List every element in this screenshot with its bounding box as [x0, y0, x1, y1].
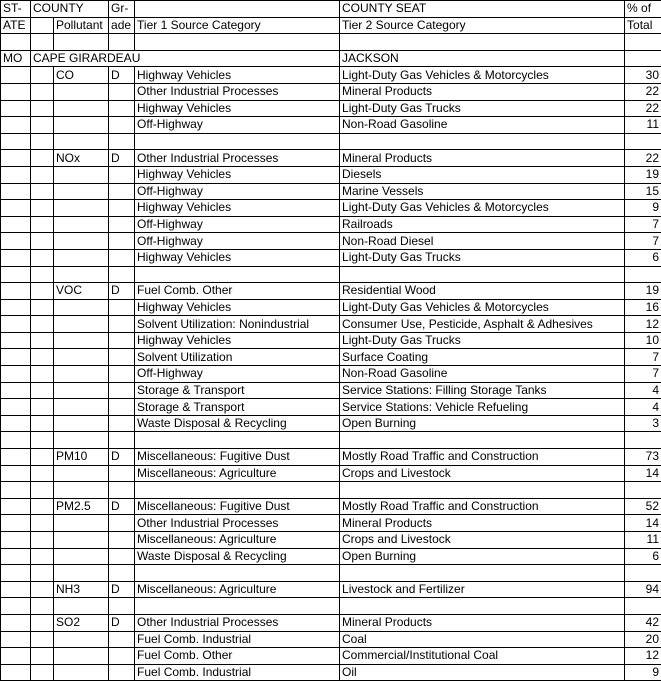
table-row — [1, 498, 661, 515]
tier1-cell: Miscellaneous: Fugitive Dust — [135, 498, 340, 515]
table-row — [1, 449, 661, 466]
pct-cell: 94 — [625, 581, 661, 598]
grade-empty-cell — [109, 316, 135, 333]
tier1-cell: Miscellaneous: Agriculture — [135, 532, 340, 549]
spacer-row — [1, 482, 661, 499]
table-row — [1, 216, 661, 233]
tier2-cell: Service Stations: Filling Storage Tanks — [340, 382, 625, 399]
table-row — [1, 100, 661, 117]
county-empty-cell — [31, 200, 54, 217]
grade-empty-cell — [109, 465, 135, 482]
state-empty-cell — [1, 183, 31, 200]
pollutant-cell: PM10 — [54, 449, 109, 466]
pollutant-cell: NOx — [54, 150, 109, 167]
grade-cell: D — [109, 449, 135, 466]
tier2-cell: Light-Duty Gas Trucks — [340, 100, 625, 117]
table-body — [1, 1, 661, 681]
tier1-cell: Off-Highway — [135, 183, 340, 200]
pct-cell: 15 — [625, 183, 661, 200]
table-row — [1, 316, 661, 333]
table-row — [1, 648, 661, 665]
grade-empty-cell — [109, 366, 135, 383]
tier1-cell: Waste Disposal & Recycling — [135, 415, 340, 432]
tier2-cell: Crops and Livestock — [340, 532, 625, 549]
pollutant-empty-cell — [54, 465, 109, 482]
county-empty-cell — [31, 299, 54, 316]
pct-cell: 73 — [625, 449, 661, 466]
tier1-cell: Highway Vehicles — [135, 332, 340, 349]
pct-cell: 42 — [625, 614, 661, 631]
tier2-cell: Light-Duty Gas Vehicles & Motorcycles — [340, 67, 625, 84]
county-empty-cell — [31, 399, 54, 416]
grade-empty-cell — [109, 532, 135, 549]
table-row — [1, 299, 661, 316]
grade-empty-cell — [109, 249, 135, 266]
header-pct-top: % of — [625, 1, 661, 18]
pollutant-empty-cell — [54, 249, 109, 266]
tier2-cell: Mineral Products — [340, 83, 625, 100]
pct-cell: 22 — [625, 83, 661, 100]
county-empty-cell — [31, 581, 54, 598]
pct-cell: 9 — [625, 200, 661, 217]
state-empty-cell — [1, 631, 31, 648]
tier1-cell: Fuel Comb. Industrial — [135, 631, 340, 648]
state-empty-cell — [1, 316, 31, 333]
pollutant-empty-cell — [54, 631, 109, 648]
header-county-seat: COUNTY SEAT — [340, 1, 625, 18]
pct-cell: 19 — [625, 283, 661, 300]
tier2-cell: Non-Road Gasoline — [340, 366, 625, 383]
table-row — [1, 150, 661, 167]
grade-empty-cell — [109, 631, 135, 648]
table-row — [1, 515, 661, 532]
grade-cell: D — [109, 150, 135, 167]
tier2-cell: Open Burning — [340, 548, 625, 565]
tier2-cell: Livestock and Fertilizer — [340, 581, 625, 598]
spacer-row — [1, 565, 661, 582]
tier2-cell: Diesels — [340, 166, 625, 183]
grade-empty-cell — [109, 200, 135, 217]
pollutant-empty-cell — [54, 200, 109, 217]
header-blank — [135, 1, 340, 18]
county-empty-cell — [31, 249, 54, 266]
tier1-cell: Miscellaneous: Fugitive Dust — [135, 449, 340, 466]
county-empty-cell — [31, 316, 54, 333]
grade-empty-cell — [109, 664, 135, 681]
grade-empty-cell — [109, 548, 135, 565]
county-empty-cell — [31, 366, 54, 383]
pct-cell: 9 — [625, 664, 661, 681]
pct-cell: 30 — [625, 67, 661, 84]
pct-cell: 4 — [625, 399, 661, 416]
pollutant-empty-cell — [54, 515, 109, 532]
county-empty-cell — [31, 117, 54, 134]
state-empty-cell — [1, 332, 31, 349]
tier2-cell: Mineral Products — [340, 150, 625, 167]
tier1-cell: Highway Vehicles — [135, 166, 340, 183]
state-empty-cell — [1, 581, 31, 598]
pollutant-empty-cell — [54, 548, 109, 565]
pct-cell: 10 — [625, 332, 661, 349]
table-row — [1, 631, 661, 648]
tier2-cell: Light-Duty Gas Vehicles & Motorcycles — [340, 299, 625, 316]
table-row — [1, 382, 661, 399]
table-row — [1, 581, 661, 598]
pollutant-empty-cell — [54, 332, 109, 349]
tier2-cell: Service Stations: Vehicle Refueling — [340, 399, 625, 416]
pollutant-empty-cell — [54, 664, 109, 681]
state-empty-cell — [1, 382, 31, 399]
spacer-row — [1, 34, 661, 51]
location-row — [1, 50, 661, 67]
tier1-cell: Miscellaneous: Agriculture — [135, 465, 340, 482]
state-empty-cell — [1, 283, 31, 300]
state-empty-cell — [1, 415, 31, 432]
spacer-row — [1, 598, 661, 615]
grade-empty-cell — [109, 332, 135, 349]
tier1-cell: Highway Vehicles — [135, 100, 340, 117]
pct-cell: 22 — [625, 100, 661, 117]
grade-empty-cell — [109, 117, 135, 134]
tier2-cell: Light-Duty Gas Trucks — [340, 249, 625, 266]
table-row — [1, 548, 661, 565]
table-row — [1, 366, 661, 383]
table-row — [1, 83, 661, 100]
pollutant-cell: PM2.5 — [54, 498, 109, 515]
tier2-cell: Light-Duty Gas Trucks — [340, 332, 625, 349]
pct-cell: 6 — [625, 249, 661, 266]
state-empty-cell — [1, 100, 31, 117]
state-empty-cell — [1, 83, 31, 100]
tier1-cell: Other Industrial Processes — [135, 83, 340, 100]
pct-cell: 19 — [625, 166, 661, 183]
grade-empty-cell — [109, 100, 135, 117]
grade-empty-cell — [109, 415, 135, 432]
header-tier1: Tier 1 Source Category — [135, 17, 340, 34]
tier2-cell: Crops and Livestock — [340, 465, 625, 482]
pct-cell: 7 — [625, 349, 661, 366]
tier2-cell: Oil — [340, 664, 625, 681]
pollutant-empty-cell — [54, 648, 109, 665]
state-empty-cell — [1, 548, 31, 565]
state-empty-cell — [1, 67, 31, 84]
table-row — [1, 415, 661, 432]
state-empty-cell — [1, 465, 31, 482]
county-empty-cell — [31, 465, 54, 482]
tier1-cell: Miscellaneous: Agriculture — [135, 581, 340, 598]
pct-cell: 12 — [625, 648, 661, 665]
pct-cell: 4 — [625, 382, 661, 399]
pollutant-empty-cell — [54, 299, 109, 316]
pct-cell: 20 — [625, 631, 661, 648]
tier2-cell: Residential Wood — [340, 283, 625, 300]
header-grade-bottom: ade — [109, 17, 135, 34]
pct-cell: 11 — [625, 117, 661, 134]
grade-empty-cell — [109, 183, 135, 200]
header-county: COUNTY — [31, 1, 109, 18]
tier1-cell: Fuel Comb. Industrial — [135, 664, 340, 681]
tier1-cell: Fuel Comb. Other — [135, 283, 340, 300]
grade-empty-cell — [109, 216, 135, 233]
table-row — [1, 249, 661, 266]
state-empty-cell — [1, 399, 31, 416]
county-empty-cell — [31, 150, 54, 167]
pollutant-empty-cell — [54, 415, 109, 432]
tier2-cell: Mostly Road Traffic and Construction — [340, 498, 625, 515]
county-empty-cell — [31, 548, 54, 565]
county-seat: JACKSON — [340, 50, 625, 67]
grade-cell: D — [109, 581, 135, 598]
header-state-bottom: ATE — [1, 17, 31, 34]
table-row — [1, 349, 661, 366]
pollutant-empty-cell — [54, 349, 109, 366]
tier1-cell: Waste Disposal & Recycling — [135, 548, 340, 565]
state-empty-cell — [1, 349, 31, 366]
pct-cell: 7 — [625, 233, 661, 250]
pollutant-cell: VOC — [54, 283, 109, 300]
grade-empty-cell — [109, 83, 135, 100]
tier1-cell: Highway Vehicles — [135, 67, 340, 84]
table-row — [1, 664, 661, 681]
table-row — [1, 200, 661, 217]
tier1-cell: Off-Highway — [135, 233, 340, 250]
pct-cell: 3 — [625, 415, 661, 432]
county-name: CAPE GIRARDEAU — [31, 50, 340, 67]
pollutant-empty-cell — [54, 382, 109, 399]
table-row — [1, 465, 661, 482]
pct-cell: 7 — [625, 216, 661, 233]
tier1-cell: Highway Vehicles — [135, 299, 340, 316]
table-row — [1, 332, 661, 349]
state-empty-cell — [1, 648, 31, 665]
county-empty-cell — [31, 67, 54, 84]
county-empty-cell — [31, 183, 54, 200]
pollutant-cell: SO2 — [54, 614, 109, 631]
county-empty-cell — [31, 648, 54, 665]
county-empty-cell — [31, 83, 54, 100]
state-empty-cell — [1, 233, 31, 250]
state-cell: MO — [1, 50, 31, 67]
table-row — [1, 117, 661, 134]
tier2-cell: Consumer Use, Pesticide, Asphalt & Adhesives — [340, 316, 625, 333]
tier1-cell: Other Industrial Processes — [135, 515, 340, 532]
pollutant-empty-cell — [54, 216, 109, 233]
state-empty-cell — [1, 664, 31, 681]
state-empty-cell — [1, 166, 31, 183]
table-row — [1, 67, 661, 84]
state-empty-cell — [1, 117, 31, 134]
tier2-cell: Light-Duty Gas Vehicles & Motorcycles — [340, 200, 625, 217]
state-empty-cell — [1, 614, 31, 631]
header-state-top: ST- — [1, 1, 31, 18]
tier2-cell: Non-Road Gasoline — [340, 117, 625, 134]
county-empty-cell — [31, 216, 54, 233]
county-empty-cell — [31, 100, 54, 117]
tier1-cell: Solvent Utilization — [135, 349, 340, 366]
table-row — [1, 233, 661, 250]
empty-cell — [625, 50, 661, 67]
state-empty-cell — [1, 299, 31, 316]
pollutant-empty-cell — [54, 117, 109, 134]
grade-cell: D — [109, 283, 135, 300]
grade-cell: D — [109, 614, 135, 631]
tier2-cell: Mineral Products — [340, 614, 625, 631]
pct-cell: 12 — [625, 316, 661, 333]
state-empty-cell — [1, 249, 31, 266]
tier1-cell: Storage & Transport — [135, 382, 340, 399]
pct-cell: 16 — [625, 299, 661, 316]
grade-empty-cell — [109, 349, 135, 366]
pollutant-empty-cell — [54, 532, 109, 549]
table-row — [1, 166, 661, 183]
grade-cell: D — [109, 498, 135, 515]
grade-empty-cell — [109, 299, 135, 316]
header-pct-bottom: Total — [625, 17, 661, 34]
tier2-cell: Surface Coating — [340, 349, 625, 366]
table-row — [1, 614, 661, 631]
grade-empty-cell — [109, 515, 135, 532]
state-empty-cell — [1, 150, 31, 167]
state-empty-cell — [1, 200, 31, 217]
county-empty-cell — [31, 283, 54, 300]
state-empty-cell — [1, 366, 31, 383]
pct-cell: 7 — [625, 366, 661, 383]
pollutant-empty-cell — [54, 316, 109, 333]
grade-empty-cell — [109, 382, 135, 399]
spacer-row — [1, 266, 661, 283]
tier2-cell: Coal — [340, 631, 625, 648]
county-empty-cell — [31, 614, 54, 631]
county-empty-cell — [31, 382, 54, 399]
tier2-cell: Marine Vessels — [340, 183, 625, 200]
tier1-cell: Other Industrial Processes — [135, 150, 340, 167]
grade-empty-cell — [109, 648, 135, 665]
tier2-cell: Commercial/Institutional Coal — [340, 648, 625, 665]
header-row-1 — [1, 1, 661, 18]
grade-cell: D — [109, 67, 135, 84]
tier1-cell: Solvent Utilization: Nonindustrial — [135, 316, 340, 333]
header-empty — [31, 17, 54, 34]
grade-empty-cell — [109, 166, 135, 183]
tier1-cell: Off-Highway — [135, 216, 340, 233]
state-empty-cell — [1, 449, 31, 466]
pct-cell: 6 — [625, 548, 661, 565]
county-empty-cell — [31, 532, 54, 549]
table-row — [1, 183, 661, 200]
pollutant-cell: NH3 — [54, 581, 109, 598]
county-empty-cell — [31, 332, 54, 349]
pct-cell: 11 — [625, 532, 661, 549]
pct-cell: 14 — [625, 515, 661, 532]
county-empty-cell — [31, 515, 54, 532]
tier2-cell: Non-Road Diesel — [340, 233, 625, 250]
state-empty-cell — [1, 532, 31, 549]
county-empty-cell — [31, 498, 54, 515]
pollutant-empty-cell — [54, 166, 109, 183]
county-empty-cell — [31, 415, 54, 432]
pollutant-empty-cell — [54, 183, 109, 200]
pollutant-empty-cell — [54, 366, 109, 383]
county-empty-cell — [31, 166, 54, 183]
tier2-cell: Open Burning — [340, 415, 625, 432]
pollutant-empty-cell — [54, 399, 109, 416]
tier1-cell: Off-Highway — [135, 117, 340, 134]
pollutant-empty-cell — [54, 233, 109, 250]
state-empty-cell — [1, 216, 31, 233]
header-tier2: Tier 2 Source Category — [340, 17, 625, 34]
tier2-cell: Mineral Products — [340, 515, 625, 532]
state-empty-cell — [1, 498, 31, 515]
header-grade-top: Gr- — [109, 1, 135, 18]
table-row — [1, 532, 661, 549]
tier1-cell: Highway Vehicles — [135, 200, 340, 217]
tier1-cell: Storage & Transport — [135, 399, 340, 416]
table-row — [1, 283, 661, 300]
tier1-cell: Other Industrial Processes — [135, 614, 340, 631]
tier1-cell: Highway Vehicles — [135, 249, 340, 266]
pct-cell: 14 — [625, 465, 661, 482]
county-empty-cell — [31, 233, 54, 250]
table-row — [1, 399, 661, 416]
header-pollutant: Pollutant — [54, 17, 109, 34]
header-row-2 — [1, 17, 661, 34]
state-empty-cell — [1, 515, 31, 532]
tier1-cell: Off-Highway — [135, 366, 340, 383]
spacer-row — [1, 133, 661, 150]
tier1-cell: Fuel Comb. Other — [135, 648, 340, 665]
county-empty-cell — [31, 631, 54, 648]
spacer-row — [1, 432, 661, 449]
tier2-cell: Mostly Road Traffic and Construction — [340, 449, 625, 466]
pollutant-empty-cell — [54, 100, 109, 117]
pollutant-empty-cell — [54, 83, 109, 100]
county-empty-cell — [31, 449, 54, 466]
grade-empty-cell — [109, 233, 135, 250]
pct-cell: 52 — [625, 498, 661, 515]
tier2-cell: Railroads — [340, 216, 625, 233]
county-empty-cell — [31, 349, 54, 366]
grade-empty-cell — [109, 399, 135, 416]
county-empty-cell — [31, 664, 54, 681]
pct-cell: 22 — [625, 150, 661, 167]
pollutant-cell: CO — [54, 67, 109, 84]
